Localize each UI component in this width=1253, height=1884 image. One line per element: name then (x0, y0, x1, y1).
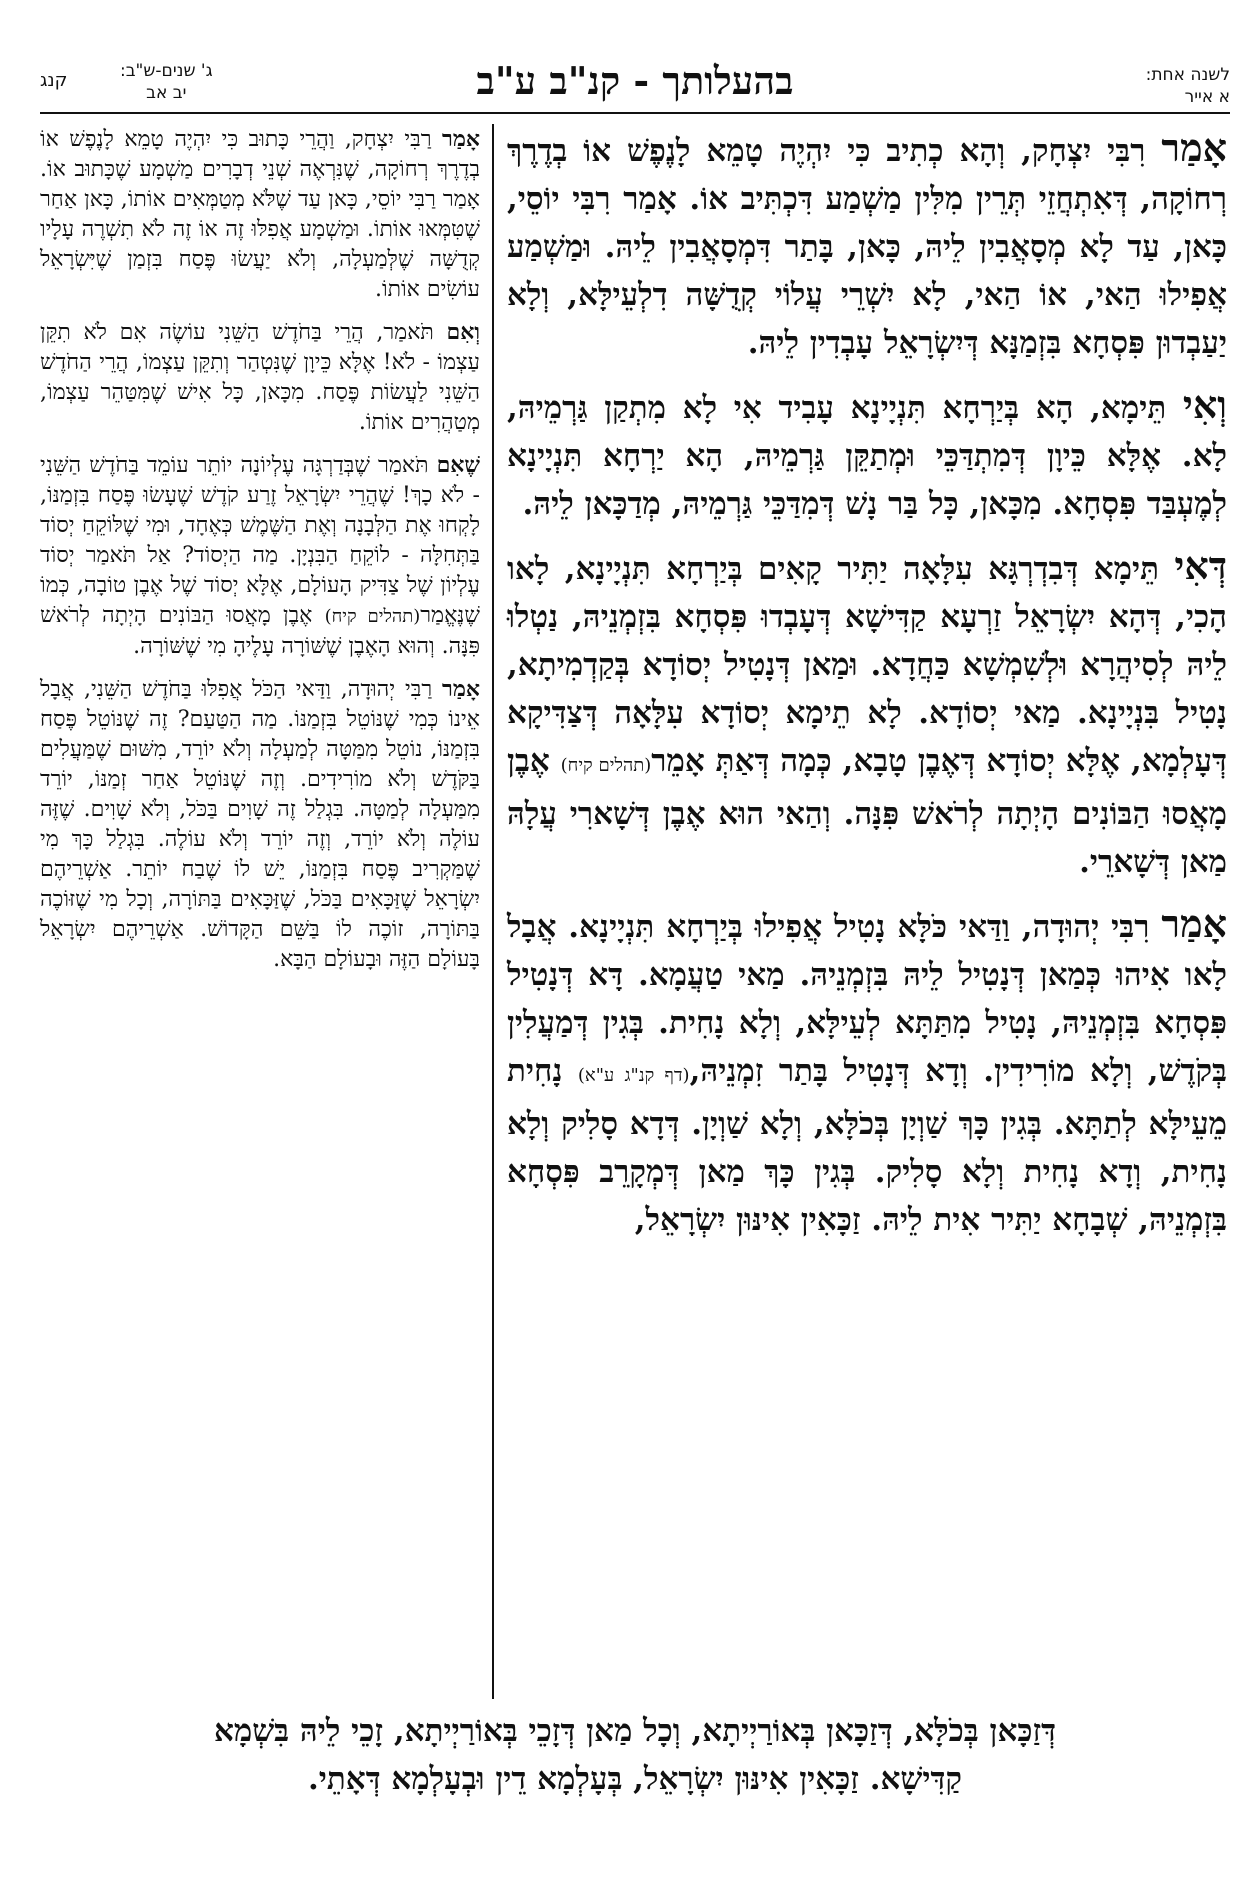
paragraph-lead-word: וְאִי (1182, 382, 1227, 427)
paragraph-text: תֹּאמַר שֶׁבְּדַרְגָּה עֶלְיוֹנָה יוֹתֵר עוֹמֵד בַּחֹדֶשׁ הַשֵּׁנִי - לֹא כָךְ! שֶׁהֲרֵי יִשְׂרָאֵל זֶרַע קֹדֶשׁ שֶׁעָשׂוּ פֶּסַח בִּזְמַנּוֹ, לָקְחוּ אֶת הַלְּבָנָה וְאֶת הַשֶּׁמֶשׁ כְּאֶחָד, וּמִי שֶׁלּוֹקֵחַ יְסוֹד בַּתְּחִלָּה - לוֹקֵחַ הַבִּנְיָן. מַה הַיְסוֹד? אַל תֹּאמַר יְסוֹד עֶלְיוֹן שֶׁל צַדִּיק הָעוֹלָם, אֶלָּא יְסוֹד שֶׁל אֶבֶן טוֹבָה, כְּמוֹ שֶׁנֶּאֱמַר (40, 453, 480, 628)
scripture-citation: (תהלים קיח) (560, 755, 652, 776)
paragraph-lead-word: אָמַר (442, 676, 480, 702)
translation-column (40, 124, 480, 987)
header-left-line1: ג' שנים-ש"ב: (120, 61, 213, 81)
paragraph-lead-word: וְאִם (446, 319, 480, 345)
page-number: קנג (40, 70, 68, 91)
paragraph-lead-word: שֶׁאִם (436, 452, 480, 478)
bottom-continuation (40, 1707, 1230, 1803)
page-title: בהעלותך - קנ"ב ע"ב (476, 58, 794, 103)
bottom-line-1: דְּזַכָּאן בְּכֹלָּא, דְּזַכָּאן בְּאוֹרַיְיתָא, וְכָל מַאן דְּזָכֵי בְּאוֹרַיְיתָא, זָכֵי לֵיהּ בִּשְׁמָא (213, 1713, 1057, 1749)
header-right-line2: א אייר (1184, 87, 1230, 107)
paragraph-text: תֹּאמַר, הֲרֵי בַּחֹדֶשׁ הַשֵּׁנִי עוֹשֶׂה אִם לֹא תִקֵּן עַצְמוֹ - לֹא! אֶלָּא כֵּיוָן שֶׁנִּטְהַר וְתִקֵּן עַצְמוֹ, הֲרֵי הַחֹדֶשׁ הַשֵּׁנִי לַעֲשׂוֹת פֶּסַח. מִכָּאן, כָּל אִישׁ שֶׁמִּטַּהֵר עַצְמוֹ, מְטַהֲרִים אוֹתוֹ. (40, 320, 480, 435)
scripture-citation: (תהלים קיח) (324, 606, 421, 627)
paragraph-text-tail: אֶבֶן מָאֲסוּ הַבּוֹנִים הָיְתָה לְרֹאשׁ פִּנָּה. וְהוּא הָאֶבֶן שֶׁשּׁוֹרָה עָלֶיהָ מִי שֶׁשּׁוֹרָה. (40, 603, 480, 659)
main-paragraph (507, 124, 1227, 367)
header-left-line2: יב אב (146, 83, 187, 103)
paragraph-text: רַבִּי יִצְחָק, וַהֲרֵי כָּתוּב כִּי יִהְיֶה טָמֵא לָנֶפֶשׁ אוֹ בְדֶרֶךְ רְחוֹקָה, שֶׁנִּרְאֶה שְׁנֵי דְבָרִים מַשְׁמָע שֶׁכָּתוּב אוֹ. אָמַר רַבִּי יוֹסֵי, כָּאן עַד שֶׁלֹּא מְטַמְּאִים אוֹתוֹ, כָּאן אַחַר שֶׁטִּמְּאוּ אוֹתוֹ. וּמַשְׁמָע אֲפִלּוּ זֶה אוֹ זֶה לֹא תִשְׁרֶה עָלָיו קְדֻשָּׁה שֶׁלְּמַעְלָה, וְלֹא יַעֲשׂוּ פֶּסַח בִּזְמַן שֶׁיִּשְׂרָאֵל עוֹשִׂים אוֹתוֹ. (40, 127, 480, 302)
header-divider (40, 112, 1230, 114)
main-paragraph (507, 381, 1227, 528)
folio-reference: (דף קנ"ג ע"א) (577, 1065, 690, 1086)
paragraph-text: רִבִּי יִצְחָק, וְהָא כְתִיב כִּי יִהְיֶה טָמֵא לָנֶפֶשׁ אוֹ בְדֶרֶךְ רְחוֹקָה, דְּאִתְחֲזֵי תְּרֵין מִלִּין מַשְׁמַע דִּכְתִּיב אוֹ. אָמַר רִבִּי יוֹסֵי, כָּאן, עַד לָא מְסָאֲבִין לֵיהּ, כָּאן, בָּתַר דִּמְסָאֲבִין לֵיהּ. וּמַשְׁמַע אֲפִילוּ הַאי, אוֹ הַאי, לָא יִשְׁרֵי עֲלוֹי קְדֻשָּׁה דִלְעֵילָּא, וְלָא יַעַבְדוּן פִּסְחָא בִּזְמַנָּא דְּיִשְׂרָאֵל עָבְדִין לֵיהּ. (507, 133, 1227, 361)
bottom-line-2: קַדִּישָׁא. זַכָּאִין אִינּוּן יִשְׂרָאֵל, בְּעָלְמָא דֵין וּבְעָלְמָא דְּאָתֵי. (307, 1761, 963, 1797)
paragraph-text: תֵּימָא, הָא בְּיַרְחָא תִּנְיָינָא עָבִיד אִי לָא מִתְקַן גַּרְמֵיהּ, לָא. אֶלָּא כֵּיוָן דְּמִתְדַּכֵּי וּמְתַקֵּן גַּרְמֵיהּ, הָא יַרְחָא תִּנְיָינָא לְמֶעְבַּד פִּסְחָא. מִכָּאן, כָּל בַּר נָשׁ דְּמִדַּכֵּי גַּרְמֵיהּ, מְדַכָּאן לֵיהּ. (507, 390, 1227, 522)
paragraph-lead-word: אָמַר (1161, 901, 1227, 946)
paragraph-lead-word: דְּאִי (1174, 543, 1227, 588)
header-right-line1: לשנה אחת: (1145, 65, 1230, 85)
paragraph-text-tail: נָחִית מֵעֵילָּא לְתַתָּא. בְּגִין כָּךְ שַׁוְיָן בְּכֹלָּא, וְלָא שַׁוְיָן. דְּדָא סָלִיק וְלָא נָחִית, וְדָא נָחִית וְלָא סָלִיק. בְּגִין כָּךְ מַאן דְּמְקָרֵב פִּסְחָא בִּזְמְנֵיהּ, שְׁבָחָא יַתִּיר אִית לֵיהּ. זַכָּאִין אִינּוּן יִשְׂרָאֵל, (507, 1053, 1227, 1238)
main-paragraph (507, 900, 1227, 1244)
column-divider (492, 124, 494, 1699)
translation-paragraph (40, 317, 480, 438)
main-text-column (507, 124, 1227, 1258)
paragraph-text: תֵּימָא דְּבִדְרְגָּא עִלָּאָה יַתִּיר קָאִים בְּיַרְחָא תִּנְיָינָא, לָאו הָכִי, דְּהָא יִשְׂרָאֵל זַרְעָא קַדִּישָׁא דְּעָבְדוּ פִּסְחָא בִּזְמְנֵיהּ, נַטְלוּ לֵיהּ לְסִיהֲרָא וּלְשִׁמְשָׁא כַּחֲדָא. וּמַאן דְּנָטִיל יְסוֹדָא בְּקַדְמִיתָא, נָטִיל בִּנְיָינָא. מַאי יְסוֹדָא. לָא תֵימָא יְסוֹדָא עִלָּאָה דְּצַדִּיקָא דְּעָלְמָא, אֶלָּא יְסוֹדָא דְּאֶבֶן טָבָא, כְּמָה דְּאַתְּ אָמֵר (507, 551, 1228, 779)
paragraph-lead-word: אָמַר (1161, 125, 1227, 170)
paragraph-text: רִבִּי יְהוּדָה, וַדַּאי כֹּלָּא נָטִיל אֲפִילוּ בְּיַרְחָא תִּנְיָינָא. אֲבָל לָאו אִיהוּ כְּמַאן דְּנָטִיל לֵיהּ בִּזְמְנֵיהּ. מַאי טַעֲמָא. דָּא דְּנָטִיל פִּסְחָא בִּזְמְנֵיהּ, נָטִיל מִתַּתָּא לְעֵילָּא, וְלָא נָחִית. בְּגִין דְּמַעֲלִין בְּקֹדֶשׁ, וְלָא מוֹרִידִין. וְדָא דְּנָטִיל בָּתַר זִמְנֵיהּ, (507, 909, 1227, 1089)
paragraph-text-tail: אֶבֶן מָאֲסוּ הַבּוֹנִים הָיְתָה לְרֹאשׁ פִּנָּה. וְהַאי הוּא אֶבֶן דְּשָׁארִי עֲלָהּ מַאן דְּשָׁארֵי. (507, 743, 1227, 880)
translation-paragraph (40, 450, 480, 662)
page-header (40, 58, 1230, 118)
paragraph-text: רַבִּי יְהוּדָה, וַדַּאי הַכֹּל אֲפִלּוּ בַּחֹדֶשׁ הַשֵּׁנִי, אֲבָל אֵינוֹ כְּמִי שֶׁנּוֹטֵל בִּזְמַנּוֹ. מַה הַטַּעַם? זֶה שֶׁנּוֹטֵל פֶּסַח בִּזְמַנּוֹ, נוֹטֵל מִמַּטָּה לְמַעְלָה וְלֹא יוֹרֵד, מִשּׁוּם שֶׁמַּעֲלִים בַּקֹּדֶשׁ וְלֹא מוֹרִידִים. וְזֶה שֶׁנּוֹטֵל אַחַר זְמַנּוֹ, יוֹרֵד מִמַּעְלָה לְמַטָּה. בִּגְלַל זֶה שָׁוִים בַּכֹּל, וְלֹא שָׁוִים. שֶׁזֶּה עוֹלֶה וְלֹא יוֹרֵד, וְזֶה יוֹרֵד וְלֹא עוֹלֶה. בִּגְלַל כָּךְ מִי שֶׁמַּקְרִיב פֶּסַח בִּזְמַנּוֹ, יֵשׁ לוֹ שֶׁבַח יוֹתֵר. אַשְׁרֵיהֶם יִשְׂרָאֵל שֶׁזַּכָּאִים בַּכֹּל, שֶׁזַּכָּאִים בַּתּוֹרָה, וְכָל מִי שֶׁזּוֹכֶה בַּתּוֹרָה, זוֹכֶה לוֹ בַּשֵּׁם הַקָּדוֹשׁ. אַשְׁרֵיהֶם יִשְׂרָאֵל בָּעוֹלָם הַזֶּה וּבָעוֹלָם הַבָּא. (40, 677, 480, 972)
translation-paragraph (40, 674, 480, 975)
main-paragraph (507, 542, 1227, 886)
paragraph-lead-word: אָמַר (442, 126, 480, 152)
translation-paragraph (40, 124, 480, 305)
header-left-schedule (120, 60, 213, 104)
